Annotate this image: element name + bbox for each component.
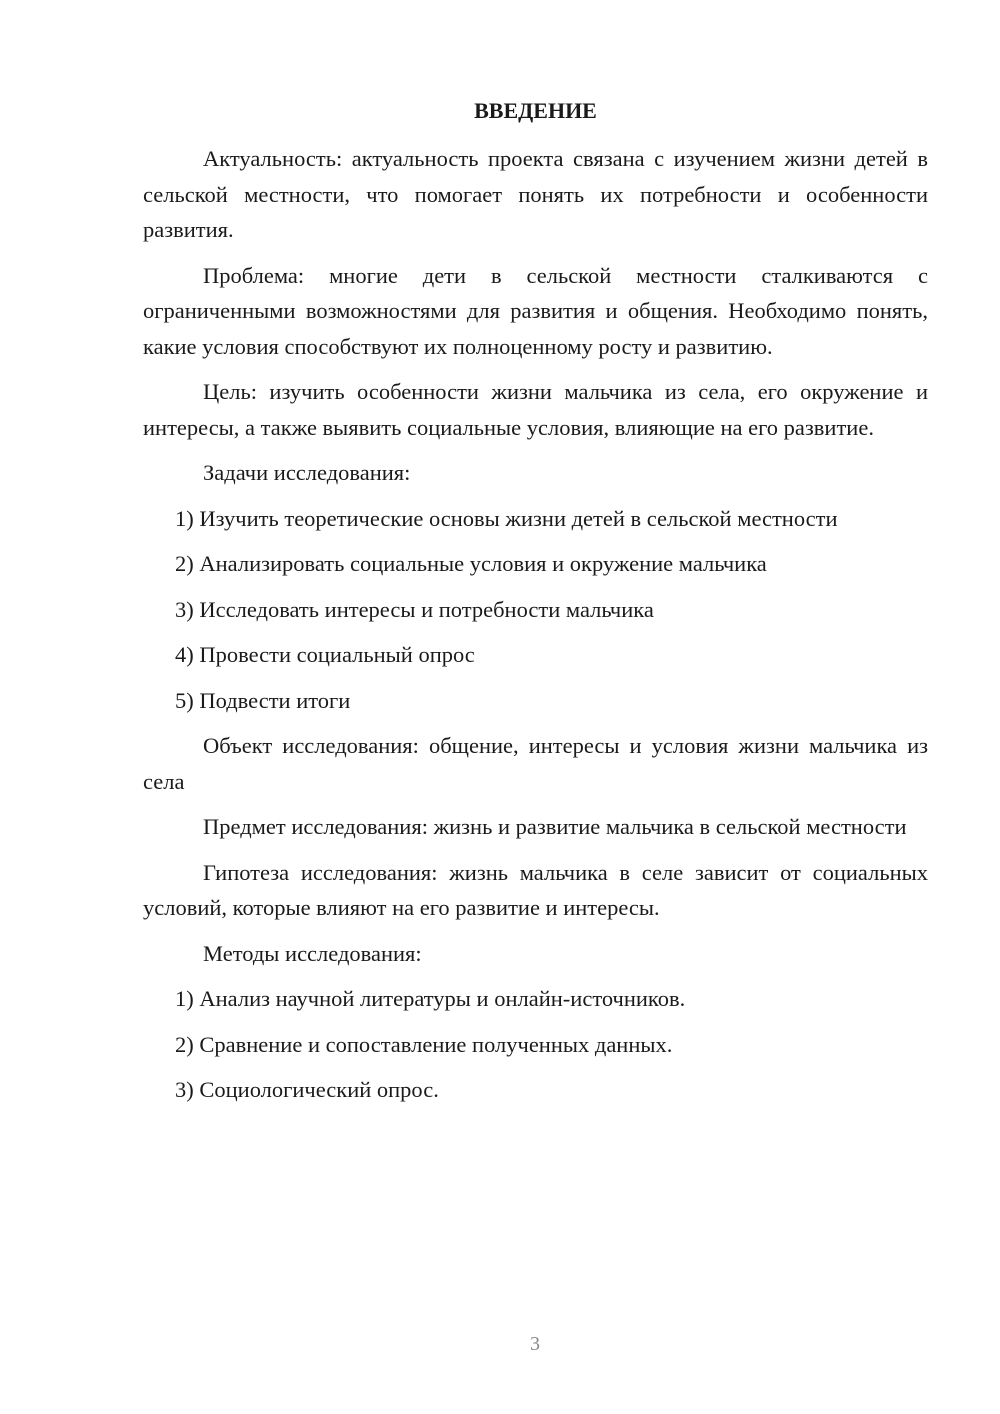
- list-item: 2) Анализировать социальные условия и окружение мальчика: [175, 551, 767, 576]
- list-item: 2) Сравнение и сопоставление полученных данных.: [175, 1031, 673, 1057]
- list-item: 3) Социологический опрос.: [175, 1077, 439, 1102]
- subject-paragraph: Предмет исследования: жизнь и развитие мальчика в сельской местности: [203, 814, 907, 839]
- list-item: 1) Изучить теоретические основы жизни детей в сельской местности: [175, 505, 838, 531]
- section-title: ВВЕДЕНИЕ: [474, 98, 597, 123]
- list-item: 3) Исследовать интересы и потребности мальчика: [175, 596, 654, 622]
- methods-heading: Методы исследования:: [203, 940, 422, 966]
- object-paragraph: Объект исследования: общение, интересы и условия жизни мальчика из села: [143, 733, 928, 794]
- relevance-paragraph: Актуальность: актуальность проекта связана с изучением жизни детей в сельской местности, что помогает понять их потребности и особенности развития.: [143, 146, 928, 242]
- list-item: 1) Анализ научной литературы и онлайн-источников.: [175, 986, 686, 1011]
- page-number: 3: [530, 1333, 540, 1355]
- methods-list: [143, 981, 928, 1108]
- list-item: 4) Провести социальный опрос: [175, 642, 475, 667]
- tasks-list: [143, 501, 928, 719]
- problem-paragraph: Проблема: многие дети в сельской местности сталкиваются с ограниченными возможностями для развития и общения. Необходимо понять, какие условия способствуют их полноценному росту и развитию.: [143, 262, 928, 359]
- tasks-heading: Задачи исследования:: [203, 460, 411, 485]
- hypothesis-paragraph: Гипотеза исследования: жизнь мальчика в селе зависит от социальных условий, которые влияют на его развитие и интересы.: [143, 859, 928, 920]
- goal-paragraph: Цель: изучить особенности жизни мальчика из села, его окружение и интересы, а также выявить социальные условия, влияющие на его развитие.: [143, 379, 928, 440]
- list-item: 5) Подвести итоги: [175, 687, 351, 713]
- document-page: [143, 96, 928, 1118]
